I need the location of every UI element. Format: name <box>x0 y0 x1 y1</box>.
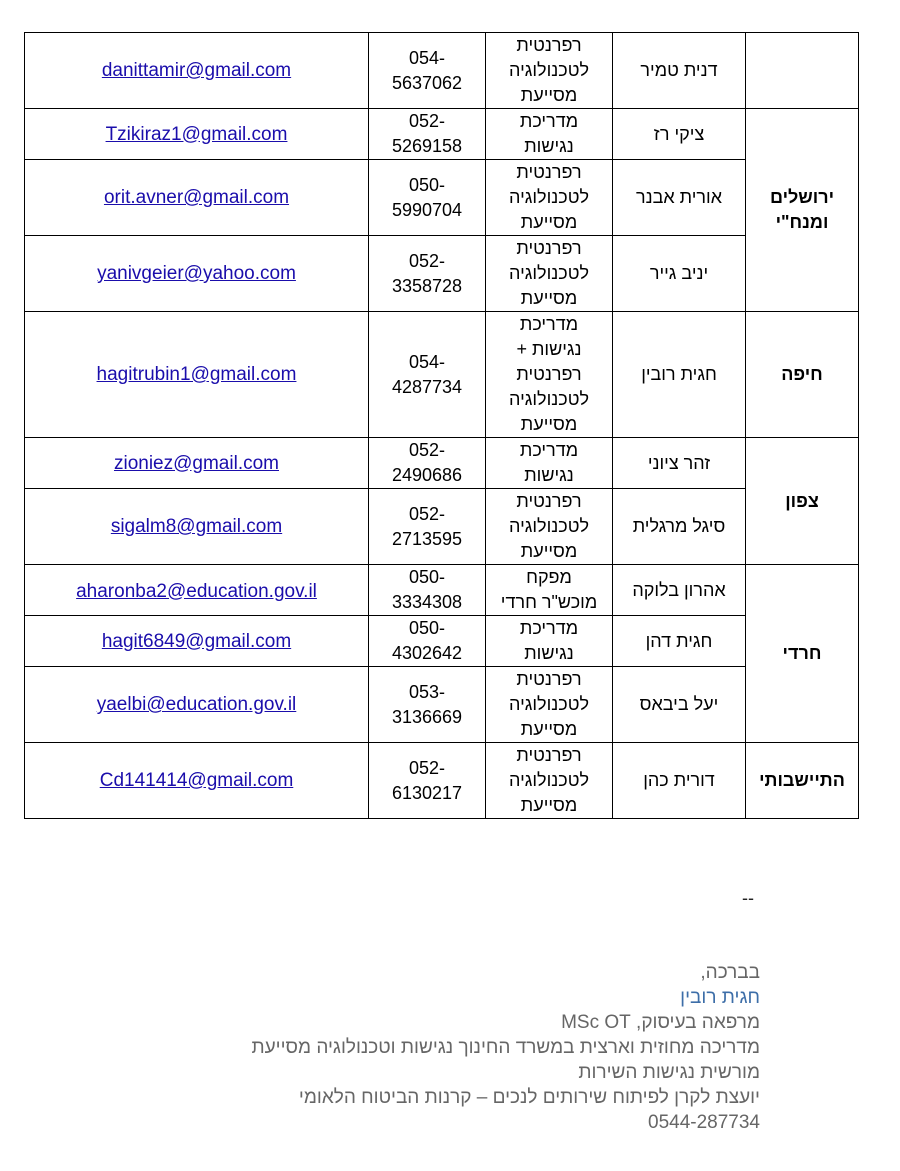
phone-cell <box>369 160 486 236</box>
phone-part: 3334308 <box>391 592 463 612</box>
signature-advisor: יועצת לקרן לפיתוח שירותים לנכים – קרנות הביטוח הלאומי <box>298 1087 760 1108</box>
phone-cell <box>369 236 486 312</box>
signature-name: חגית רובין <box>680 987 760 1008</box>
name-cell: יעל ביבאס <box>613 667 746 743</box>
table-row <box>25 616 859 667</box>
phone-part: 052- <box>408 250 446 271</box>
phone-part: 052- <box>408 757 446 778</box>
role-cell <box>486 438 613 489</box>
region-cell: התיישבותי <box>746 743 859 819</box>
role-cell <box>486 743 613 819</box>
phone-cell <box>369 616 486 667</box>
role-cell <box>486 565 613 616</box>
email-link[interactable]: zioniez@gmail.com <box>113 452 279 474</box>
role-line: רפרנטית <box>516 745 582 765</box>
email-link[interactable]: danittamir@gmail.com <box>101 60 292 81</box>
phone-part: 5637062 <box>391 72 463 93</box>
email-link[interactable]: aharonba2@education.gov.il <box>76 580 317 602</box>
email-cell <box>25 236 369 312</box>
email-signature <box>60 960 760 1135</box>
role-line: מסייעת <box>520 795 578 815</box>
email-link[interactable]: sigalm8@gmail.com <box>110 516 283 537</box>
phone-part: 6130217 <box>391 782 463 803</box>
name-cell: זהר ציוני <box>613 438 746 489</box>
role-line: מסייעת <box>520 288 578 308</box>
phone-part: 2490686 <box>391 465 463 485</box>
name-cell: דורית כהן <box>613 743 746 819</box>
email-link[interactable]: hagitrubin1@gmail.com <box>96 364 297 385</box>
role-line: רפרנטית <box>516 35 582 55</box>
contacts-table <box>24 32 859 819</box>
email-cell <box>25 312 369 438</box>
phone-part: 5990704 <box>391 199 463 220</box>
email-link[interactable]: Tzikiraz1@gmail.com <box>105 123 288 145</box>
email-cell <box>25 667 369 743</box>
signature-separator: -- <box>742 888 754 908</box>
signature-position: מדריכה מחוזית וארצית במשרד החינוך נגישות וטכנולוגיה מסייעת <box>251 1037 760 1058</box>
phone-part: 4287734 <box>391 376 463 397</box>
region-cell: חיפה <box>746 312 859 438</box>
role-line: מדריכת <box>519 618 579 638</box>
phone-cell <box>369 438 486 489</box>
role-line: מדריכת <box>519 111 579 131</box>
name-cell: אהרון בלוקה <box>613 565 746 616</box>
role-cell <box>486 489 613 565</box>
table-row <box>25 743 859 819</box>
region-cell <box>746 33 859 109</box>
role-cell <box>486 616 613 667</box>
role-cell <box>486 109 613 160</box>
role-line: מוכש"ר חרדי <box>500 592 598 612</box>
email-cell <box>25 160 369 236</box>
email-cell <box>25 109 369 160</box>
email-link[interactable]: Cd141414@gmail.com <box>99 770 294 791</box>
role-cell <box>486 236 613 312</box>
phone-cell <box>369 33 486 109</box>
phone-part: 054- <box>408 351 446 372</box>
phone-part: 052- <box>408 503 446 524</box>
role-line: רפרנטית <box>516 491 582 511</box>
phone-part: 3136669 <box>391 706 463 727</box>
phone-part: 2713595 <box>391 528 463 549</box>
name-cell: סיגל מרגלית <box>613 489 746 565</box>
phone-cell <box>369 489 486 565</box>
table-row <box>25 438 859 489</box>
role-line: מסייעת <box>520 212 578 232</box>
role-line: רפרנטית <box>516 162 582 182</box>
name-cell: חגית דהן <box>613 616 746 667</box>
contacts-table-body <box>25 33 859 819</box>
table-row <box>25 109 859 160</box>
role-line: מסייעת <box>520 85 578 105</box>
role-line: מדריכת <box>519 314 579 334</box>
email-cell <box>25 438 369 489</box>
role-line: לטכנולוגיה <box>509 60 589 80</box>
role-line: לטכנולוגיה <box>509 187 589 207</box>
email-cell <box>25 565 369 616</box>
signature-greeting: בברכה, <box>700 962 760 983</box>
role-line: לטכנולוגיה <box>509 694 589 714</box>
role-line: רפרנטית <box>516 238 582 258</box>
role-line: לטכנולוגיה <box>509 389 589 409</box>
phone-cell <box>369 565 486 616</box>
role-line: מסייעת <box>520 719 578 739</box>
table-row <box>25 160 859 236</box>
phone-part: 3358728 <box>391 275 463 296</box>
role-line: רפרנטית <box>516 364 582 384</box>
email-cell <box>25 616 369 667</box>
phone-part: 050- <box>408 567 446 587</box>
signature-certification: מורשית נגישות השירות <box>578 1062 760 1083</box>
name-cell: ציקי רז <box>613 109 746 160</box>
email-cell <box>25 743 369 819</box>
signature-phone: 0544-287734 <box>648 1112 760 1133</box>
role-line: מדריכת <box>519 440 579 460</box>
table-row <box>25 667 859 743</box>
email-link[interactable]: yaelbi@education.gov.il <box>96 694 297 715</box>
phone-cell <box>369 312 486 438</box>
email-link[interactable]: hagit6849@gmail.com <box>101 630 292 652</box>
role-line: מסייעת <box>520 541 578 561</box>
role-line: נגישות <box>524 465 574 485</box>
role-line: לטכנולוגיה <box>509 516 589 536</box>
region-cell: חרדי <box>746 565 859 743</box>
role-cell <box>486 667 613 743</box>
role-line: נגישות <box>524 643 574 663</box>
phone-part: 054- <box>408 47 446 68</box>
email-link[interactable]: orit.avner@gmail.com <box>103 187 290 208</box>
role-line: לטכנולוגיה <box>509 770 589 790</box>
phone-part: 053- <box>408 681 446 702</box>
name-cell: חגית רובין <box>613 312 746 438</box>
role-line: נגישות + <box>516 339 582 359</box>
phone-cell <box>369 667 486 743</box>
region-cell: ירושלים ומנח"י <box>746 109 859 312</box>
email-cell <box>25 489 369 565</box>
phone-part: 052- <box>408 111 446 131</box>
name-cell: אורית אבנר <box>613 160 746 236</box>
phone-cell <box>369 109 486 160</box>
phone-part: 050- <box>408 618 446 638</box>
name-cell: יניב גייר <box>613 236 746 312</box>
role-cell <box>486 33 613 109</box>
email-link[interactable]: yanivgeier@yahoo.com <box>97 263 296 284</box>
table-row <box>25 236 859 312</box>
role-line: רפרנטית <box>516 669 582 689</box>
phone-cell <box>369 743 486 819</box>
role-cell <box>486 160 613 236</box>
signature-title: מרפאה בעיסוק, MSc OT <box>561 1012 760 1033</box>
role-cell <box>486 312 613 438</box>
region-cell: צפון <box>746 438 859 565</box>
name-cell: דנית טמיר <box>613 33 746 109</box>
phone-part: 052- <box>408 440 446 460</box>
table-row <box>25 489 859 565</box>
role-line: מסייעת <box>520 414 578 434</box>
table-row <box>25 312 859 438</box>
role-line: מפקח <box>526 567 572 587</box>
phone-part: 4302642 <box>391 643 463 663</box>
role-line: לטכנולוגיה <box>509 263 589 283</box>
table-row <box>25 33 859 109</box>
table-row <box>25 565 859 616</box>
phone-part: 050- <box>408 174 446 195</box>
phone-part: 5269158 <box>391 136 463 156</box>
role-line: נגישות <box>524 136 574 156</box>
email-cell <box>25 33 369 109</box>
